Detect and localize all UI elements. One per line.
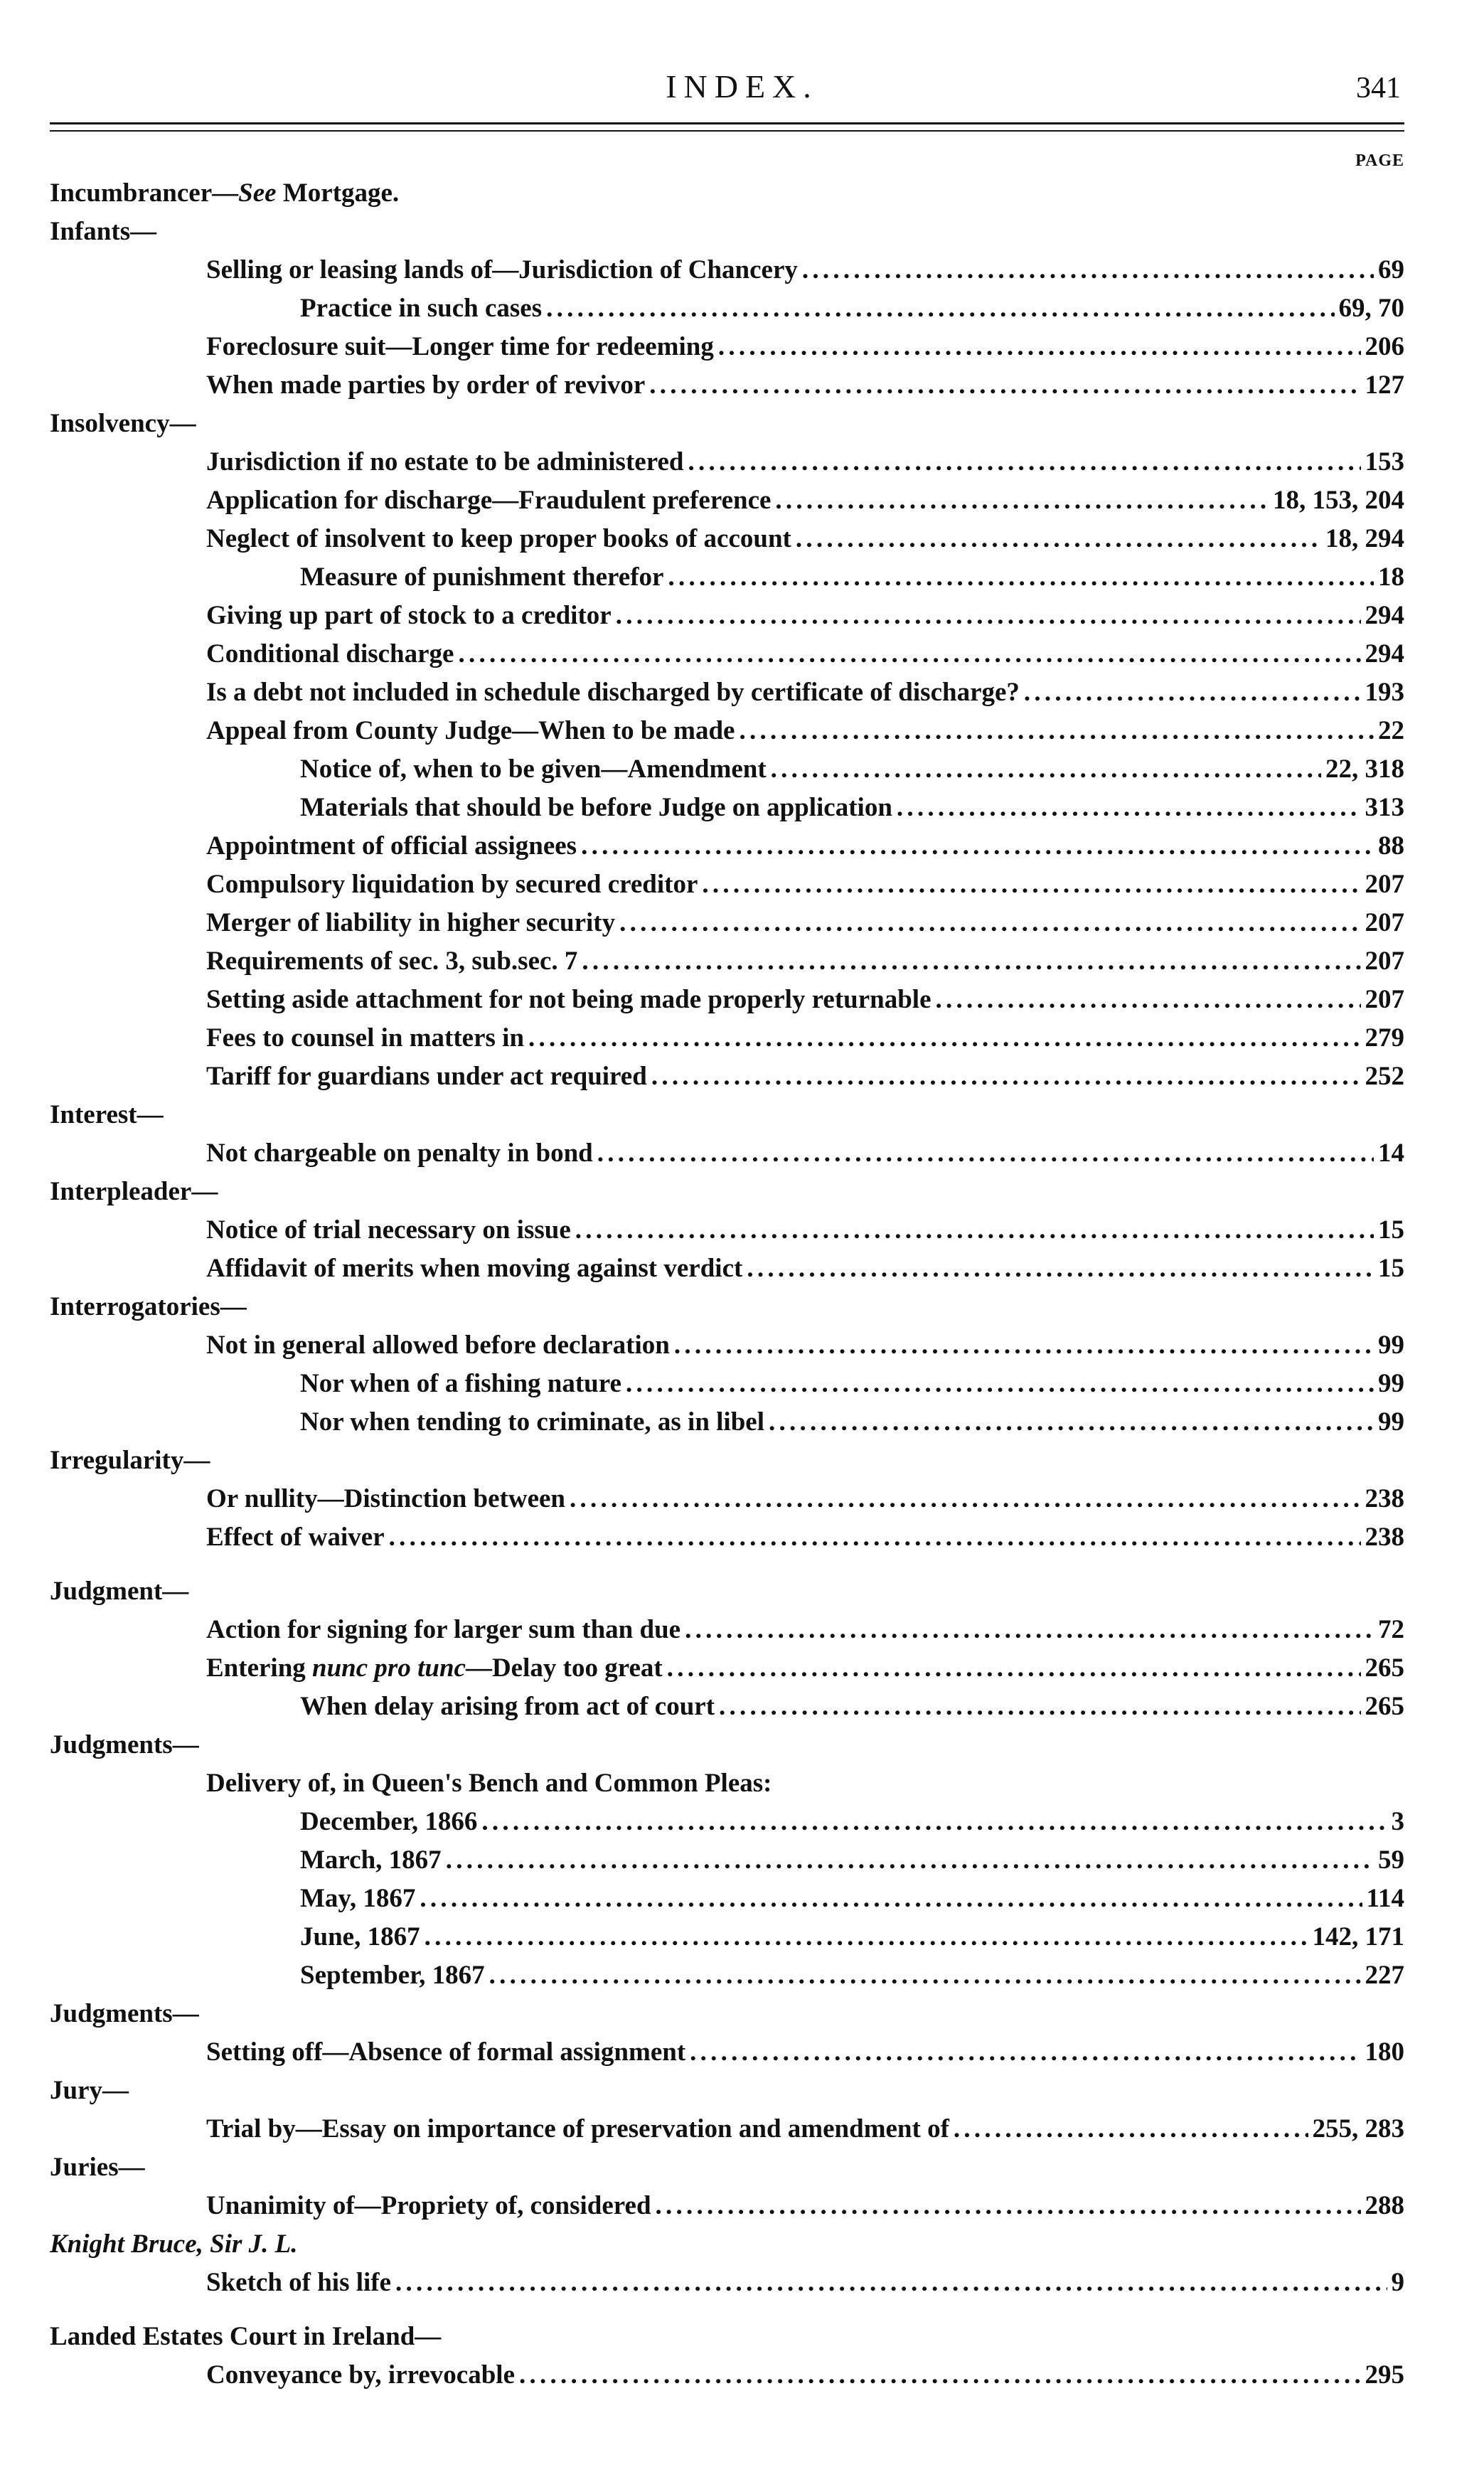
index-entry <box>50 2037 1404 2075</box>
entry-text-segment: Requirements of sec. 3, sub.sec. 7 <box>206 947 578 976</box>
entry-text <box>206 946 577 976</box>
page-reference: 238 <box>1365 1484 1404 1513</box>
index-heading <box>50 408 1404 447</box>
entry-text-segment: Is a debt not included in schedule discharged by certificate of discharge? <box>206 678 1020 707</box>
page-reference: 69, 70 <box>1338 294 1404 323</box>
entry-text <box>50 1576 188 1607</box>
index-entry <box>50 523 1404 562</box>
entry-text <box>206 2360 515 2390</box>
index-entry <box>50 2190 1404 2229</box>
entry-text <box>206 447 683 477</box>
page-reference: 18 <box>1378 563 1404 592</box>
page-reference: 99 <box>1378 1369 1404 1398</box>
entry-text-segment: —Delay too great <box>465 1653 663 1683</box>
entry-text-segment: Fees to counsel in matters in <box>206 1023 525 1053</box>
index-entry <box>50 293 1404 331</box>
dot-leader <box>481 1806 1387 1837</box>
index-entry <box>50 331 1404 370</box>
entry-text <box>50 408 196 439</box>
dot-leader <box>528 1023 1360 1053</box>
page-reference: 294 <box>1365 639 1404 668</box>
page-reference: 207 <box>1365 947 1404 976</box>
index-entry <box>50 600 1404 639</box>
index-entry <box>50 1653 1404 1691</box>
entry-text-segment: Or nullity—Distinction between <box>206 1484 565 1513</box>
page-reference: 207 <box>1365 870 1404 899</box>
dot-leader <box>420 1883 1362 1914</box>
dot-leader <box>954 2114 1308 2144</box>
index-entry <box>50 1483 1404 1522</box>
page-reference: 127 <box>1365 371 1404 400</box>
dot-leader <box>575 1215 1374 1245</box>
entry-text-segment: Setting off—Absence of formal assignment <box>206 2037 686 2067</box>
index-entry <box>50 1883 1404 1922</box>
dot-leader <box>719 1691 1360 1722</box>
dot-leader <box>802 255 1374 285</box>
index-entry <box>50 869 1404 907</box>
dot-leader <box>651 1061 1361 1092</box>
entry-text <box>206 370 645 400</box>
index-entry <box>50 1368 1404 1407</box>
page-reference: 99 <box>1378 1407 1404 1437</box>
entry-text <box>50 2229 298 2259</box>
dot-leader <box>582 946 1360 976</box>
entry-text-segment: Incumbrancer— <box>50 179 239 208</box>
entry-text-segment: Effect of waiver <box>206 1523 385 1552</box>
entry-text-segment: Affidavit of merits when moving against verdict <box>206 1254 743 1283</box>
entry-text <box>206 1522 385 1552</box>
index-entry <box>50 1061 1404 1099</box>
entry-text-segment: When delay arising from act of court <box>300 1692 715 1721</box>
entry-text <box>300 1960 485 1991</box>
page-reference: 206 <box>1365 332 1404 361</box>
entry-text-segment: nunc pro tunc <box>312 1653 466 1683</box>
entry-text <box>206 1215 571 1245</box>
dot-leader <box>425 1922 1308 1952</box>
entry-text-segment: Not in general allowed before declaration <box>206 1331 670 1360</box>
entry-text-segment: Action for signing for larger sum than due <box>206 1615 681 1644</box>
dot-leader <box>718 331 1361 362</box>
entry-text-segment: Interrogatories— <box>50 1292 247 1321</box>
dot-leader <box>936 984 1361 1015</box>
entry-text-segment: Interpleader— <box>50 1177 218 1206</box>
index-heading <box>50 1099 1404 1138</box>
index-entry <box>50 1768 1404 1806</box>
entry-text-segment: Knight Bruce, Sir J. L. <box>50 2230 298 2259</box>
dot-leader <box>690 2037 1360 2067</box>
entry-text-segment: Sketch of his life <box>206 2268 392 2297</box>
index-heading <box>50 2229 1404 2267</box>
entry-text <box>300 1922 420 1952</box>
entry-text-segment: Appeal from County Judge—When to be made <box>206 716 735 745</box>
entry-text-segment: Notice of, when to be given—Amendment <box>300 755 767 784</box>
index-heading <box>50 1445 1404 1483</box>
entry-text-segment: Infants— <box>50 217 157 246</box>
entry-text-segment: June, 1867 <box>300 1922 420 1951</box>
entry-text <box>300 1806 477 1837</box>
entry-text-segment: Irregularity— <box>50 1446 210 1475</box>
entry-text <box>206 1023 524 1053</box>
entry-text-segment: Measure of punishment therefor <box>300 563 664 592</box>
entry-text-segment: Conveyance by, irrevocable <box>206 2360 516 2390</box>
entry-text <box>300 1691 715 1722</box>
dot-leader <box>581 831 1374 861</box>
dot-leader <box>616 600 1361 631</box>
entry-text <box>50 1730 199 1760</box>
page-reference: 180 <box>1365 2037 1404 2067</box>
entry-text-segment: Trial by—Essay on importance of preservation and amendment of <box>206 2114 949 2143</box>
index-heading <box>50 1291 1404 1330</box>
entry-text-segment: When made parties by order of revivor <box>206 371 646 400</box>
index-heading <box>50 1730 1404 1768</box>
entry-text-segment: December, 1866 <box>300 1807 478 1836</box>
index-entry <box>50 1845 1404 1883</box>
header-rule-thick <box>50 122 1404 124</box>
page-reference: 313 <box>1365 793 1404 822</box>
dot-leader <box>395 2267 1387 2298</box>
dot-leader <box>570 1483 1361 1514</box>
page-number: 341 <box>1356 72 1401 105</box>
index-entry <box>50 1215 1404 1253</box>
index-entry <box>50 715 1404 754</box>
entry-text <box>206 1330 670 1360</box>
page-reference: 99 <box>1378 1331 1404 1360</box>
page-reference: 265 <box>1365 1653 1404 1683</box>
entry-text <box>300 792 892 823</box>
dot-leader <box>649 370 1360 400</box>
entry-text <box>206 639 454 669</box>
page-reference: 227 <box>1365 1961 1404 1990</box>
entry-text <box>206 1483 565 1514</box>
page-reference: 295 <box>1365 2360 1404 2390</box>
index-entry <box>50 370 1404 408</box>
index-heading <box>50 1176 1404 1215</box>
dot-leader <box>656 2190 1361 2221</box>
index-entry <box>50 1960 1404 1998</box>
entry-text-segment: Compulsory liquidation by secured creditor <box>206 870 698 899</box>
index-entry <box>50 639 1404 677</box>
entry-text <box>50 1998 199 2029</box>
index-entry <box>50 1138 1404 1176</box>
dot-leader <box>688 447 1360 477</box>
entry-text-segment: Jurisdiction if no estate to be administered <box>206 447 684 476</box>
dot-leader <box>597 1138 1374 1168</box>
page-reference: 69 <box>1378 255 1404 284</box>
entry-text-segment: Tariff for guardians under act required <box>206 1062 647 1091</box>
page-reference: 9 <box>1391 2268 1404 2297</box>
entry-text <box>300 1845 442 1875</box>
dot-leader <box>626 1368 1374 1399</box>
dot-leader <box>546 293 1334 324</box>
page-reference: 207 <box>1365 908 1404 937</box>
entry-text-segment: See <box>238 179 277 208</box>
index-entry <box>50 2360 1404 2398</box>
index-heading <box>50 2321 1404 2360</box>
entry-text-segment: September, 1867 <box>300 1961 485 1990</box>
entry-text <box>206 2267 391 2298</box>
index-entry <box>50 485 1404 523</box>
entry-text-segment: Notice of trial necessary on issue <box>206 1215 571 1245</box>
index-entry <box>50 1806 1404 1845</box>
dot-leader <box>739 715 1374 746</box>
entry-text <box>50 178 399 208</box>
index-heading <box>50 2075 1404 2114</box>
entry-text-segment: Neglect of insolvent to keep proper books of account <box>206 524 791 553</box>
page-column-label: PAGE <box>1355 151 1404 170</box>
entry-text <box>300 1407 764 1437</box>
entry-text <box>206 2190 651 2221</box>
dot-leader <box>668 562 1374 592</box>
entry-text-segment: Selling or leasing lands of—Jurisdiction of Chancery <box>206 255 798 284</box>
index-entry <box>50 792 1404 831</box>
entry-text-segment: Practice in such cases <box>300 294 543 323</box>
entry-text <box>206 485 771 516</box>
index-list <box>50 178 1404 2398</box>
entry-text-segment: Interest— <box>50 1100 164 1129</box>
page-reference: 22 <box>1378 716 1404 745</box>
entry-text <box>206 1768 772 1799</box>
entry-text-segment: Nor when of a fishing nature <box>300 1369 621 1398</box>
index-entry <box>50 1330 1404 1368</box>
page-reference: 288 <box>1365 2191 1404 2220</box>
entry-text-segment: Materials that should be before Judge on application <box>300 793 892 822</box>
entry-text-segment: Juries— <box>50 2153 145 2182</box>
page-reference: 18, 294 <box>1325 524 1404 553</box>
entry-text <box>206 2114 949 2144</box>
index-entry <box>50 677 1404 715</box>
entry-text <box>300 562 663 592</box>
header-rule-thin <box>50 130 1404 132</box>
dot-leader <box>674 1330 1374 1360</box>
entry-text <box>206 677 1020 708</box>
dot-leader <box>702 869 1360 900</box>
entry-text-segment: Jury— <box>50 2076 129 2105</box>
page-reference: 255, 283 <box>1312 2114 1404 2143</box>
dot-leader <box>519 2360 1360 2390</box>
dot-leader <box>489 1960 1361 1991</box>
page-reference: 15 <box>1378 1215 1404 1245</box>
index-heading <box>50 178 1404 216</box>
entry-text <box>206 600 612 631</box>
page-reference: 142, 171 <box>1312 1922 1404 1951</box>
dot-leader <box>667 1653 1361 1683</box>
entry-text <box>206 2037 685 2067</box>
index-entry <box>50 754 1404 792</box>
page-reference: 238 <box>1365 1523 1404 1552</box>
entry-text-segment: Entering <box>206 1653 313 1683</box>
page-reference: 3 <box>1391 1807 1404 1836</box>
entry-text-segment: Judgments— <box>50 1730 199 1759</box>
dot-leader <box>446 1845 1374 1875</box>
page-reference: 18, 153, 204 <box>1273 486 1404 515</box>
index-entry <box>50 907 1404 946</box>
entry-text-segment: Landed Estates Court in Ireland— <box>50 2322 442 2351</box>
dot-leader <box>685 1614 1374 1645</box>
index-heading <box>50 2152 1404 2190</box>
index-entry <box>50 1522 1404 1560</box>
section-gap <box>50 1560 1404 1576</box>
index-entry <box>50 447 1404 485</box>
index-entry <box>50 831 1404 869</box>
entry-text <box>206 715 735 746</box>
page-reference: 279 <box>1365 1023 1404 1053</box>
page-reference: 88 <box>1378 831 1404 861</box>
page-reference: 193 <box>1365 678 1404 707</box>
dot-leader <box>796 523 1321 554</box>
entry-text <box>206 1061 647 1092</box>
entry-text-segment: Giving up part of stock to a creditor <box>206 601 612 630</box>
page-reference: 14 <box>1378 1139 1404 1168</box>
index-entry <box>50 1407 1404 1445</box>
index-entry <box>50 2267 1404 2306</box>
entry-text <box>50 1099 164 1130</box>
entry-text <box>300 1883 415 1914</box>
entry-text-segment: Foreclosure suit—Longer time for redeeming <box>206 332 714 361</box>
dot-leader <box>897 792 1361 823</box>
entry-text <box>50 216 156 247</box>
entry-text <box>50 1176 218 1207</box>
entry-text <box>206 331 714 362</box>
entry-text-segment: Not chargeable on penalty in bond <box>206 1139 593 1168</box>
page-reference: 72 <box>1378 1615 1404 1644</box>
entry-text <box>206 1614 680 1645</box>
entry-text-segment: Insolvency— <box>50 409 196 438</box>
dot-leader <box>747 1253 1374 1284</box>
entry-text-segment: Appointment of official assignees <box>206 831 577 861</box>
entry-text <box>206 1138 593 1168</box>
entry-text <box>50 1291 247 1322</box>
dot-leader <box>769 1407 1374 1437</box>
page-reference: 207 <box>1365 985 1404 1014</box>
index-entry <box>50 1691 1404 1730</box>
running-head-title: INDEX. <box>666 68 818 105</box>
entry-text-segment: Judgment— <box>50 1577 189 1606</box>
entry-text <box>50 2152 145 2183</box>
index-entry <box>50 1253 1404 1291</box>
index-entry <box>50 1922 1404 1960</box>
page-reference: 15 <box>1378 1254 1404 1283</box>
entry-text-segment: Mortgage. <box>276 179 400 208</box>
page-reference: 153 <box>1365 447 1404 476</box>
dot-leader <box>775 485 1269 516</box>
page-reference: 265 <box>1365 1692 1404 1721</box>
index-heading <box>50 1576 1404 1614</box>
index-entry <box>50 946 1404 984</box>
entry-text <box>206 831 577 861</box>
entry-text-segment: Nor when tending to criminate, as in libel <box>300 1407 764 1437</box>
page-reference: 294 <box>1365 601 1404 630</box>
entry-text <box>206 523 791 554</box>
entry-text <box>206 984 931 1015</box>
entry-text <box>300 1368 621 1399</box>
index-entry <box>50 1023 1404 1061</box>
entry-text <box>300 293 542 324</box>
page-reference: 252 <box>1365 1062 1404 1091</box>
dot-leader <box>771 754 1321 784</box>
entry-text <box>50 1445 210 1476</box>
dot-leader <box>389 1522 1361 1552</box>
index-heading <box>50 1998 1404 2037</box>
dot-leader <box>619 907 1360 938</box>
section-gap <box>50 2306 1404 2321</box>
entry-text-segment: March, 1867 <box>300 1845 442 1875</box>
page-reference: 114 <box>1366 1884 1404 1913</box>
index-entry <box>50 984 1404 1023</box>
entry-text <box>206 1653 663 1683</box>
index-heading <box>50 216 1404 255</box>
entry-text-segment: Setting aside attachment for not being made properly returnable <box>206 985 931 1014</box>
dot-leader <box>1024 677 1361 708</box>
index-entry <box>50 2114 1404 2152</box>
entry-text <box>206 869 698 900</box>
entry-text <box>50 2075 129 2106</box>
index-entry <box>50 1614 1404 1653</box>
page-reference: 22, 318 <box>1325 755 1404 784</box>
index-entry <box>50 255 1404 293</box>
page-reference: 59 <box>1378 1845 1404 1875</box>
entry-text-segment: Conditional discharge <box>206 639 454 668</box>
entry-text-segment: Judgments— <box>50 1999 199 2028</box>
dot-leader <box>458 639 1360 669</box>
entry-text-segment: Merger of liability in higher security <box>206 908 616 937</box>
index-entry <box>50 562 1404 600</box>
entry-text-segment: Unanimity of—Propriety of, considered <box>206 2191 651 2220</box>
entry-text-segment: Delivery of, in Queen's Bench and Common Pleas: <box>206 1769 772 1798</box>
entry-text-segment: May, 1867 <box>300 1884 416 1913</box>
entry-text <box>206 907 615 938</box>
entry-text <box>300 754 767 784</box>
entry-text-segment: Application for discharge—Fraudulent preference <box>206 486 772 515</box>
entry-text <box>206 255 798 285</box>
entry-text <box>50 2321 441 2352</box>
entry-text <box>206 1253 742 1284</box>
